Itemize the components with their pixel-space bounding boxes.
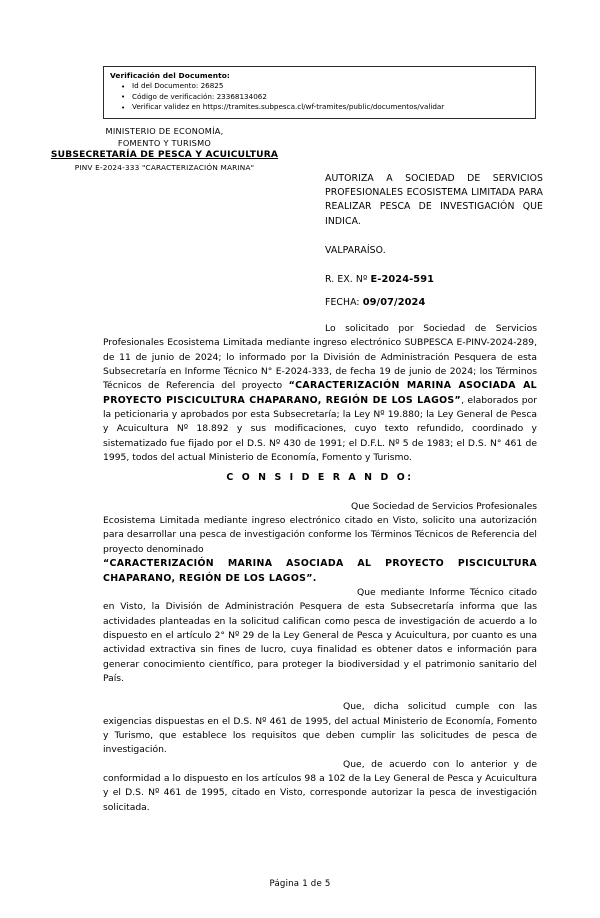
- verification-title: Verificación del Documento:: [110, 71, 230, 80]
- ministry-header: [22, 126, 307, 173]
- visto-tail-text: , elaborados por la peticionaria y aprobados por esta Subsecretaría; la Ley Nº 19.880; la Ley General de Pesca y Acuicultura Nº 18.892 y sus modificaciones, cuyo texto refundido, coordinado y sistematizado fue fijado por el D.S. Nº 430 de 1991; el D.F.L. Nº 5 de 1983; el D.S. N° 461 de 1995, todos del actual Ministerio de Economía, Fomento y Turismo.: [103, 394, 537, 464]
- resolution-number: E-2024-591: [370, 274, 435, 285]
- paragraph-3-text: Que, dicha solicitud cumple con las exigencias dispuestas en el D.S. Nº 461 de 1995, del actual Ministerio de Economía, Fomento y Turismo, que establece los requisitos que deben cumplir las solicitudes de pesca de investigación.: [103, 701, 537, 756]
- document-body: [103, 322, 537, 815]
- list-item: [121, 91, 530, 103]
- paragraph-3: [103, 700, 537, 757]
- ministry-line-2: FOMENTO Y TURISMO: [117, 137, 212, 148]
- verification-url: Verificar validez en https://tramites.subpesca.cl/wf-tramites/public/documentos/validar: [132, 102, 445, 112]
- paragraph-visto: [103, 322, 537, 465]
- visto-lead-text: Lo solicitado por Sociedad de Servicios Profesionales Ecosistema Limitada mediante ingreso electrónico SUBPESCA E-PINV-2024-289, de 11 de junio de 2024; lo informado por la División de Administración Pesquera de esta Subsecretaría en Informe Técnico N° E-2024-333, de fecha 19 de junio de 2024; los Términos Técnicos de Referencia del proyecto: [103, 323, 537, 392]
- bullet-icon: •: [121, 93, 126, 102]
- list-item: [121, 81, 530, 92]
- verification-doc-id: Id del Documento: 26825: [132, 81, 224, 90]
- document-subject: AUTORIZA A SOCIEDAD DE SERVICIOS PROFESIONALES ECOSISTEMA LIMITADA PARA REALIZAR PESCA DE INVESTIGACIÓN QUE INDICA.: [325, 173, 543, 227]
- paragraph-4-text: Que, de acuerdo con lo anterior y de conformidad a lo dispuesto en los artículos 98 a 102 de la Ley General de Pesca y Acuicultura y el D.S. Nº 461 de 1995, citado en Visto, corresponde autorizar la pesca de investigación solicitada.: [103, 758, 537, 813]
- spacer: [103, 486, 537, 500]
- resolution-date-line: [325, 297, 425, 308]
- resolution-number-line: [325, 274, 434, 285]
- project-title-1: “CARACTERIZACIÓN MARINA ASOCIADA AL PROYECTO PISCICULTURA CHAPARANO, REGIÓN DE LOS LAGOS”: [103, 380, 538, 406]
- page-footer: Página 1 de 5: [269, 879, 331, 889]
- date-label: FECHA:: [325, 297, 363, 308]
- ministry-line-1: MINISTERIO DE ECONOMÍA,: [105, 126, 224, 136]
- issue-place: VALPARAÍSO.: [325, 245, 386, 256]
- paragraph-2: [103, 586, 537, 686]
- spacer: [103, 686, 537, 700]
- paragraph-1-text: Que Sociedad de Servicios Profesionales Ecosistema Limitada mediante ingreso electrónico citado en Visto, solicito una autorización para desarrollar una pesca de investigación conforme los Términos Técnicos de Referencia del proyecto denominado: [103, 500, 538, 555]
- paragraph-2-text: Que mediante Informe Técnico citado en Visto, la División de Administración Pesquera de esta Subsecretaría informa que las actividades planteadas en la solicitud califican como pesca de investigación de acuerdo a lo dispuesto en el artículo 2° Nº 29 de la Ley General de Pesca y Acuicultura, por cuanto es una actividad extractiva sin fines de lucro, cuya finalidad es obtener datos e información para generar conocimiento científico, para proteger la biodiversidad y el patrimonio sanitario del País.: [103, 586, 537, 684]
- list-item: [121, 102, 530, 113]
- verification-list: [110, 81, 530, 113]
- bullet-icon: •: [121, 82, 126, 91]
- paragraph-1: [103, 500, 537, 557]
- verification-box: [103, 66, 536, 119]
- project-title-2: “CARACTERIZACIÓN MARINA ASOCIADA AL PROYECTO PISCICULTURA CHAPARANO, REGIÓN DE LOS LAGOS”.: [103, 558, 537, 584]
- verification-code: Código de verificación: 23368134062: [132, 91, 267, 101]
- considerando-heading: C O N S I D E R A N D O:: [226, 472, 414, 484]
- subsecretaria-title: SUBSECRETARÍA DE PESCA Y ACUICULTURA: [50, 150, 279, 161]
- paragraph-4: [103, 758, 537, 815]
- bullet-icon: •: [121, 103, 126, 112]
- pinv-reference: PINV E-2024-333 "CARACTERIZACIÓN MARINA": [74, 162, 255, 172]
- resolution-label: R. EX. Nº: [325, 274, 371, 285]
- date-value: 09/07/2024: [362, 297, 426, 308]
